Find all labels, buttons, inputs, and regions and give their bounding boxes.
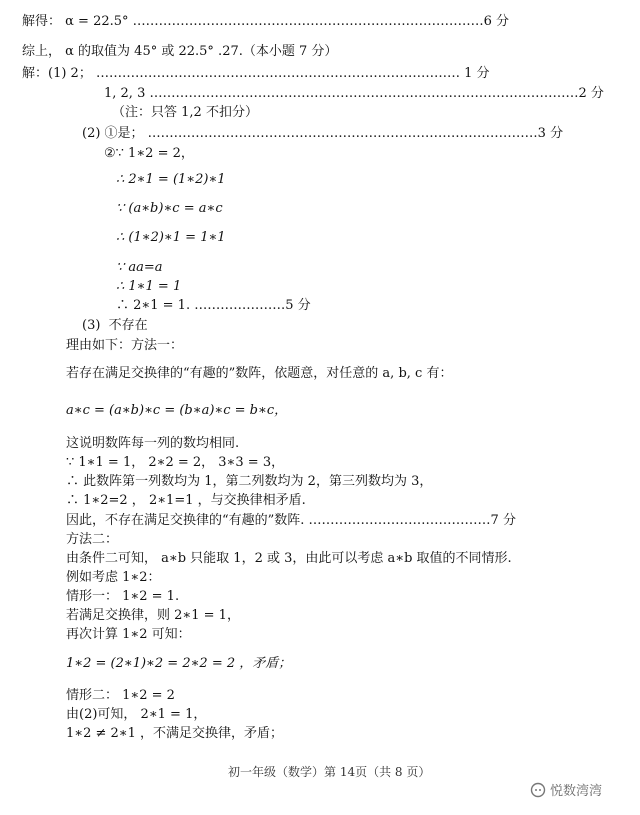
text-line-13: ∴ 2∗1 = 1. …………………5 分 — [116, 298, 311, 313]
watermark-text: 悦数湾湾 — [550, 784, 603, 799]
text-line-28: 再次计算 1∗2 可知： — [66, 627, 191, 642]
text-line-3: 解：(1) 2； ………………………………………………………………………… 1 分 — [22, 66, 490, 81]
text-line-23: 方法二： — [66, 532, 119, 547]
text-line-11: ∵ aa=a — [116, 260, 163, 275]
text-line-18: 这说明数阵每一列的数均相同. — [66, 436, 240, 451]
text-line-8: ∴ 2∗1 = (1∗2)∗1 — [116, 172, 226, 187]
text-line-26: 情形一： 1∗2 = 1. — [66, 589, 180, 604]
text-line-19: ∵ 1∗1 = 1， 2∗2 = 2， 3∗3 = 3， — [66, 455, 285, 470]
text-line-9: ∵ (a∗b)∗c = a∗c — [116, 201, 223, 216]
text-line-27: 若满足交换律，则 2∗1 = 1， — [66, 608, 240, 623]
text-line-15: 理由如下：方法一： — [66, 338, 184, 353]
text-line-32: 1∗2 ≠ 2∗1 ，不满足交换律，矛盾； — [66, 726, 284, 741]
text-line-22: 因此，不存在满足交换律的“有趣的”数阵. ……………………………………7 分 — [66, 513, 516, 528]
text-line-21: ∴ 1∗2=2 ， 2∗1=1 ，与交换律相矛盾. — [66, 493, 306, 508]
text-line-12: ∴ 1∗1 = 1 — [116, 279, 182, 294]
text-line-20: ∴ 此数阵第一列数均为 1，第二列数均为 2，第三列数均为 3， — [66, 474, 433, 489]
text-line-31: 由(2)可知， 2∗1 = 1， — [66, 707, 207, 722]
text-line-1: 解得： α = 22.5° ………………………………………………………………………6 分 — [22, 14, 510, 29]
text-line-7: ②∵ 1∗2 = 2， — [104, 146, 194, 161]
text-line-25: 例如考虑 1∗2： — [66, 570, 161, 585]
text-line-24: 由条件二可知， a∗b 只能取 1，2 或 3，由此可以考虑 a∗b 取值的不同情形. — [66, 551, 512, 566]
text-line-5: （注：只答 1,2 不扣分） — [112, 105, 258, 120]
text-line-17: a∗c = (a∗b)∗c = (b∗a)∗c = b∗c， — [66, 403, 288, 418]
text-line-10: ∴ (1∗2)∗1 = 1∗1 — [116, 230, 226, 245]
wechat-icon — [530, 782, 546, 798]
text-line-4: 1, 2, 3 ………………………………………………………………………………………2 分 — [104, 86, 604, 101]
text-line-29: 1∗2 = (2∗1)∗2 = 2∗2 = 2 ，矛盾； — [66, 656, 292, 671]
watermark — [530, 780, 602, 799]
text-line-30: 情形二： 1∗2 = 2 — [66, 688, 175, 703]
text-line-2: 综上， α 的取值为 45° 或 22.5° .27.（本小题 7 分） — [22, 44, 338, 59]
text-line-16: 若存在满足交换律的“有趣的”数阵，依题意，对任意的 a, b, c 有： — [66, 366, 453, 381]
page-footer: 初一年级（数学）第 14页（共 8 页） — [228, 765, 431, 779]
text-line-6: (2) ①是； ………………………………………………………………………………3 分 — [82, 126, 564, 141]
text-line-14: (3) 不存在 — [82, 318, 148, 333]
